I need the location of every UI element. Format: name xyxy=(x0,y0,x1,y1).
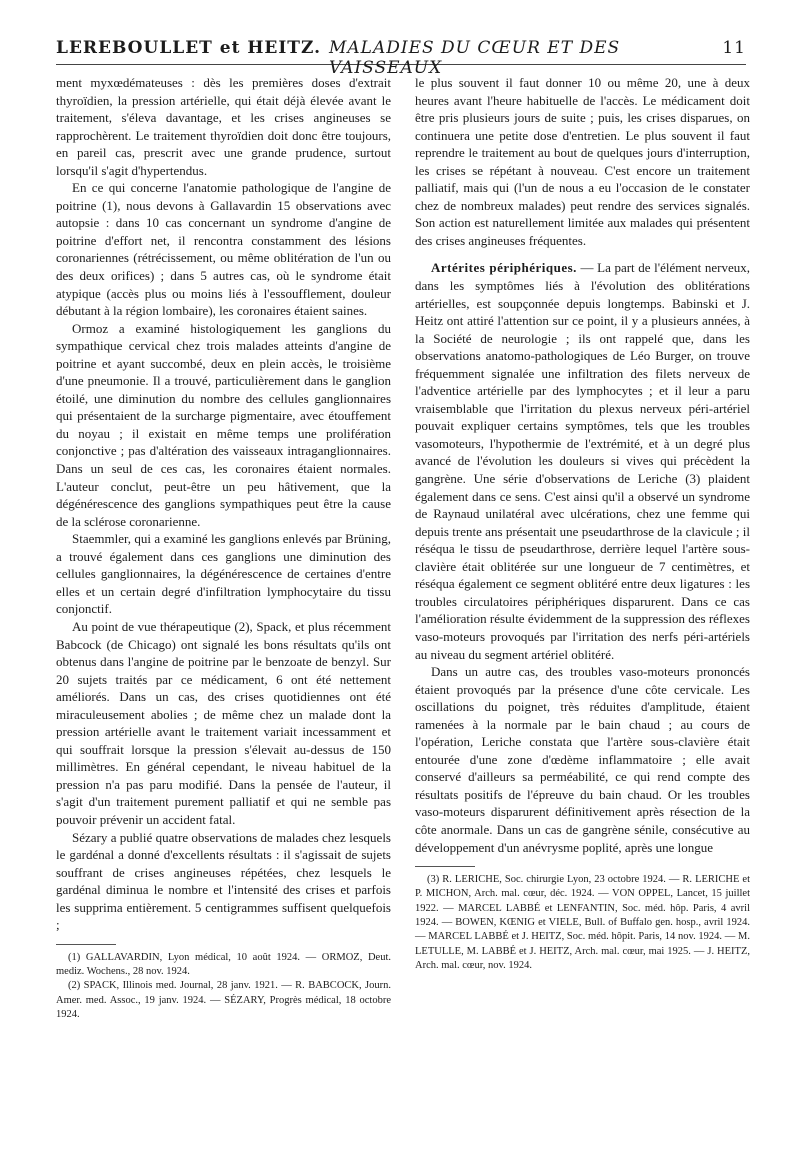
footnote-rule xyxy=(415,866,475,867)
right-column xyxy=(415,74,750,1154)
paragraph: Sézary a publié quatre observations de malades chez lesquels le gardénal a donné d'excellents résultats : il s'agissait de sujets souffrant de crises angineuses répétées, chez lesquels le gardénal diminua le nombre et l'intensité des crises et parfois les supprima entièrement. 5 centigrammes suffisent quelquefois ; xyxy=(56,829,391,933)
paragraph: ment myxœdémateuses : dès les premières doses d'extrait thyroïdien, la pression artérielle, qui était déjà élevée avant le traitement, s'éleva davantage, et les crises angineuses se rapprochèrent. Le traitement thyroïdien doit donc être toujours, en pareil cas, prescrit avec une grande prudence, surtout lorsqu'il s'agit d'hypertendus. xyxy=(56,75,391,178)
header-authors: LEREBOULLET et HEITZ. xyxy=(56,38,321,58)
paragraph: le plus souvent il faut donner 10 ou même 20, une à deux heures avant l'heure habituelle de l'accès. Le médicament doit être pris plusieurs jours de suite ; puis, les crises disparues, on continuera une petite dose d'entretien. Le plus souvent il faut reprendre le traitement au bout de quelques jours d'interruption, les crises se répétant à nouveau. C'est encore un traitement palliatif, mais qui (l'un de nous a eu l'occasion de le constater chez de nombreux malades) peut rendre des services signalés. Son action est naturellement limitée aux malades qui présentent des crises angineuses fréquentes. xyxy=(415,75,750,248)
running-header xyxy=(56,38,746,78)
header-title: MALADIES DU CŒUR ET DES VAISSEAUX xyxy=(329,38,621,78)
paragraph: Staemmler, qui a examiné les ganglions enlevés par Brüning, a trouvé également dans ces ganglions une diminution des cellules ganglionnaires, la dégénérescence de certaines d'entre elles et un certain degré d'infiltration lymphocytaire du tissu conjonctif. xyxy=(56,531,391,617)
paragraph: En ce qui concerne l'anatomie pathologique de l'angine de poitrine (1), nous devons à Gallavardin 15 observations avec autopsie : dans 10 cas concernant un syndrome d'angine de poitrine d'effort net, il rencontra constamment des lésions coronariennes (rétrécissement, ou même oblitération de l'un ou des deux orifices) ; dans 5 autres cas, où le syndrome était atypique (accès plus ou moins liés à l'essoufflement, douleur débutant à la région lombaire), les coronaires étaient saines. xyxy=(56,180,391,319)
paragraph: Ormoz a examiné histologiquement les ganglions du sympathique cervical chez trois malades atteints d'angine de poitrine et ayant succombé, deux en plein accès, le troisième d'une pneumonie. Il a trouvé, particulièrement dans le ganglion étoilé, une diminution du nombre des cellules ganglionnaires qui présentaient de la surcharge pigmentaire, avec étouffement du noyau ; il existait en même temps une prolifération conjonctive ; pas d'altération des vaisseaux intraganglionnaires. Dans un seul de ces cas, les coronaires étaient normales. L'auteur conclut, peut-être un peu hâtivement, que la dégénérescence des ganglions sympathiques peut être la cause de la sclérose coronarienne. xyxy=(56,320,391,529)
section-paragraph xyxy=(415,259,750,663)
paragraph: Au point de vue thérapeutique (2), Spack, et plus récemment Babcock (de Chicago) ont signalé les bons résultats qu'ils ont obtenus dans l'angine de poitrine par le benzoate de benzyl. Sur 20 sujets traités par ce médicament, 6 ont été nettement améliorés. Dans un cas, des crises quotidiennes ont été miraculeusement abolies ; de même chez un malade dont la pression artérielle avant le traitement variait incessamment et qui souffrait lorsque la pression s'élevait au-dessus de 150 millimètres. En général cependant, le niveau habituel de la pression n'a pas paru modifié. Dans la pensée de l'auteur, il s'agit d'un traitement purement palliatif et qui ne semble pas pouvoir prévenir un accident fatal. xyxy=(56,618,391,827)
footnote-rule xyxy=(56,944,116,945)
paragraph: Dans un autre cas, des troubles vaso-moteurs prononcés étaient provoqués par la présence d'une côte cervicale. Les oscillations du poignet, très réduites d'amplitude, étaient ramenées à la normale par le bain chaud ; au cours de l'opération, Leriche constata que l'artère sous-clavière était entourée d'une zone d'œdème inflammatoire ; elle avait conservé d'ailleurs sa perméabilité, ce qui rend compte des résultats positifs de l'épreuve du bain chaud. Or les troubles vaso-moteurs disparurent définitivement après résection de la côte anormale. Dans un cas de gangrène sénile, consécutive au développement d'un anévrysme poplité, après une longue xyxy=(415,664,750,855)
page-number: 11 xyxy=(722,38,746,58)
footnote: (1) GALLAVARDIN, Lyon médical, 10 août 1924. — ORMOZ, Deut. mediz. Wochens., 28 nov. 1924. xyxy=(56,951,391,978)
section-title: Artérites périphériques. xyxy=(431,260,577,276)
section-text: — La part de l'élément nerveux, dans les symptômes liés à l'évolution des oblitérations artérielles, est soupçonnée depuis longtemps. Babinski et J. Heitz ont attiré l'attention sur ce point, il y a plusieurs années, à la Société de neurologie ; ils ont rappelé que, dans les observations anatomo-pathologiques de Léo Burger, on trouve fréquemment signalée une infiltration des filets nerveux de l'adventice artérielle par des lymphocytes ; et il leur a paru vraisemblable que l'irritation du plexus nerveux péri-artériel pouvait expliquer certains symptômes, tels que les troubles vasomoteurs, l'hypothermie de l'extrémité, et à un degré plus avancé de l'évolution les douleurs si vives qui précèdent la gangrène. Une série d'observations de Leriche (3) plaident également dans ce sens. C'est ainsi qu'il a observé un syndrome de Raynaud unilatéral avec ulcérations, chez une femme qui depuis trente ans présentait une pseudarthrose de la clavicule ; il réséqua le tissu de pseudarthrose, derrière lequel l'artère sous-clavière était oblitérée sur une longueur de 7 centimètres, et réséqua également ce segment oblitéré entre deux ligatures : les troubles circulatoires périphériques disparurent. Dans ce cas l'amélioration résulte évidemment de la suppression des réflexes vaso-moteurs provoqués par l'irritation des nerfs péri-artériels au niveau du segment artériel oblitéré. xyxy=(415,260,750,662)
footnote: (3) R. LERICHE, Soc. chirurgie Lyon, 23 octobre 1924. — R. LERICHE et P. MICHON, Arch. mal. cœur, déc. 1924. — VON OPPEL, Lancet, 15 juillet 1922. — MARCEL LABBÉ et LENFANTIN, Soc. méd. hôp. Paris, 4 avril 1924. — BOWEN, KŒNIG et VIELE, Bull. of Buffalo gen. hosp., avril 1924. — MARCEL LABBÉ et J. HEITZ, Soc. méd. hôpit. Paris, 14 nov. 1924. — M. LETULLE, M. LABBÉ et J. HEITZ, Arch. mal. cœur, mai 1925. — J. HEITZ, Arch. mal. cœur, nov. 1924. xyxy=(415,874,750,971)
footnotes xyxy=(56,944,391,1022)
left-column xyxy=(56,74,391,1154)
footnotes xyxy=(415,866,750,973)
footnote: (2) SPACK, Illinois med. Journal, 28 janv. 1921. — R. BABCOCK, Journ. Amer. med. Assoc., 19 janv. 1924. — SÉZARY, Progrès médical, 18 octobre 1924. xyxy=(56,980,391,1020)
